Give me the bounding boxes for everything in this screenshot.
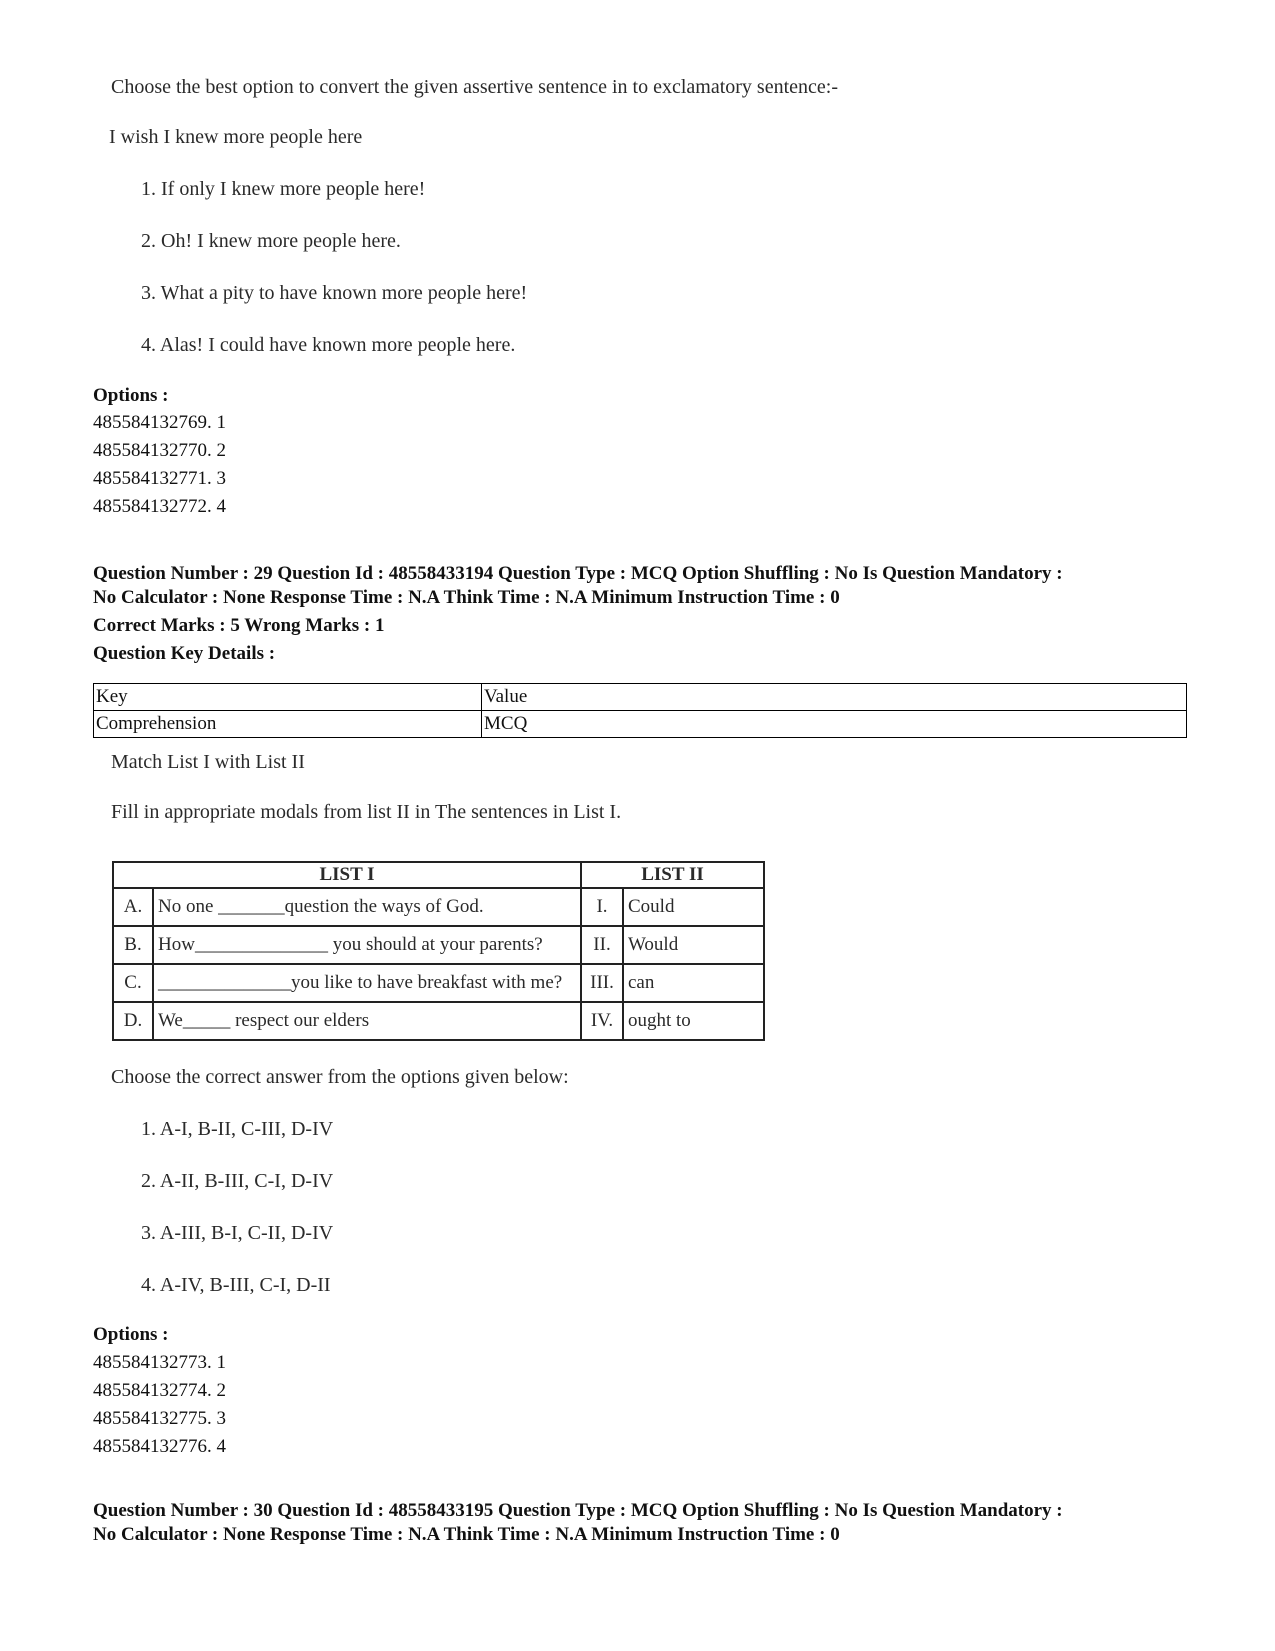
q28-option-2: 485584132770. 2 xyxy=(93,440,226,461)
match-row-label: C. xyxy=(113,964,153,1002)
match-row-label: A. xyxy=(113,888,153,926)
q29-option-2: 485584132774. 2 xyxy=(93,1380,226,1401)
match-row-text: ______________you like to have breakfast with me? xyxy=(153,964,581,1002)
key-table-head-key: Key xyxy=(94,684,482,711)
match-row-label: D. xyxy=(113,1002,153,1040)
match-row-roman: IV. xyxy=(581,1002,623,1040)
key-details-table xyxy=(93,683,1187,738)
match-row-label: B. xyxy=(113,926,153,964)
match-row-text: No one _______question the ways of God. xyxy=(153,888,581,926)
q29-marks: Correct Marks : 5 Wrong Marks : 1 xyxy=(93,615,385,636)
q29-option-4: 485584132776. 4 xyxy=(93,1436,226,1457)
q28-choice-2: 2. Oh! I knew more people here. xyxy=(141,230,401,252)
q29-key-details-label: Question Key Details : xyxy=(93,643,276,664)
match-row xyxy=(113,888,764,926)
q29-choice-1: 1. A-I, B-II, C-III, D-IV xyxy=(141,1118,334,1140)
match-head-list1: LIST I xyxy=(113,862,581,888)
q29-header-line2: No Calculator : None Response Time : N.A Think Time : N.A Minimum Instruction Time : 0 xyxy=(93,587,840,608)
q29-prompt-fill: Fill in appropriate modals from list II in The sentences in List I. xyxy=(111,801,622,823)
q29-choice-4: 4. A-IV, B-III, C-I, D-II xyxy=(141,1274,331,1296)
match-row-value: ought to xyxy=(623,1002,764,1040)
q28-option-4: 485584132772. 4 xyxy=(93,496,226,517)
match-row-value: Could xyxy=(623,888,764,926)
match-row-roman: II. xyxy=(581,926,623,964)
q29-choice-3: 3. A-III, B-I, C-II, D-IV xyxy=(141,1222,334,1244)
q29-prompt-match: Match List I with List II xyxy=(111,751,305,773)
key-table-cell-value: MCQ xyxy=(482,711,1187,738)
q29-option-1: 485584132773. 1 xyxy=(93,1352,226,1373)
match-row-roman: I. xyxy=(581,888,623,926)
q28-option-3: 485584132771. 3 xyxy=(93,468,226,489)
match-list-table xyxy=(112,861,765,1041)
match-row-value: can xyxy=(623,964,764,1002)
match-row-text: We_____ respect our elders xyxy=(153,1002,581,1040)
q29-header-line1: Question Number : 29 Question Id : 48558433194 Question Type : MCQ Option Shuffling : No Is Question Mandatory : xyxy=(93,563,1063,584)
match-row-value: Would xyxy=(623,926,764,964)
q29-options-label: Options : xyxy=(93,1324,169,1345)
q28-choice-1: 1. If only I knew more people here! xyxy=(141,178,426,200)
q29-option-3: 485584132775. 3 xyxy=(93,1408,226,1429)
q28-option-1: 485584132769. 1 xyxy=(93,412,226,433)
key-table-head-value: Value xyxy=(482,684,1187,711)
match-row xyxy=(113,926,764,964)
q28-choice-3: 3. What a pity to have known more people here! xyxy=(141,282,528,304)
match-row xyxy=(113,964,764,1002)
q28-choice-4: 4. Alas! I could have known more people here. xyxy=(141,334,516,356)
key-table-cell-key: Comprehension xyxy=(94,711,482,738)
q28-sentence: I wish I knew more people here xyxy=(109,126,363,148)
q29-prompt-choose: Choose the correct answer from the options given below: xyxy=(111,1066,569,1088)
q29-choice-2: 2. A-II, B-III, C-I, D-IV xyxy=(141,1170,334,1192)
q28-instruction: Choose the best option to convert the given assertive sentence in to exclamatory sentence:- xyxy=(111,76,838,98)
match-row xyxy=(113,1002,764,1040)
q30-header-line2: No Calculator : None Response Time : N.A Think Time : N.A Minimum Instruction Time : 0 xyxy=(93,1524,840,1545)
match-head-list2: LIST II xyxy=(581,862,764,888)
q28-options-label: Options : xyxy=(93,385,169,406)
q30-header-line1: Question Number : 30 Question Id : 48558433195 Question Type : MCQ Option Shuffling : No Is Question Mandatory : xyxy=(93,1500,1063,1521)
match-row-roman: III. xyxy=(581,964,623,1002)
match-row-text: How______________ you should at your parents? xyxy=(153,926,581,964)
